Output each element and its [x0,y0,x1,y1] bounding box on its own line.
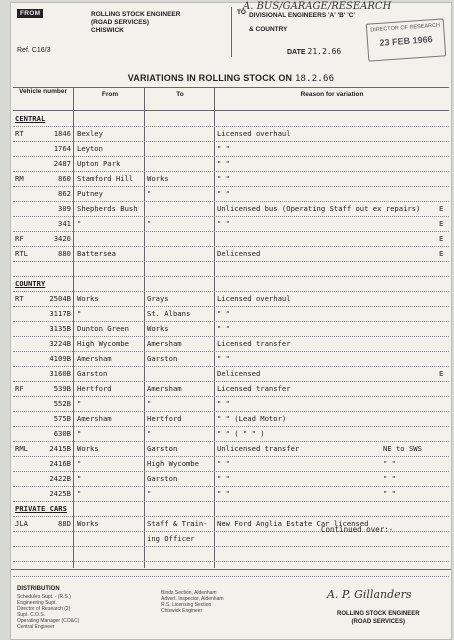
table-row [13,232,449,246]
from-address [91,11,180,35]
vehicle-number: 862 [58,189,71,198]
vehicle-class: RT [15,294,24,303]
table-row [13,262,449,276]
distribution-entry: Chiswick Engineer [161,608,203,614]
to-cell: " [147,429,152,438]
reason-cell: " " [217,354,230,363]
table-row [13,127,449,141]
vehicle-number: 3117B [49,309,71,318]
section-heading-row [13,277,449,291]
to-cell: Works [147,324,169,333]
from-cell: Upton Park [77,159,121,168]
reason-cell: " " [217,474,230,483]
table-row [13,487,449,501]
vehicle-class: JLA [15,519,28,528]
to-cell: Garston [147,354,178,363]
distribution-entry: Schedules Supt. - (R.S.) [17,594,71,600]
signer-block [337,610,420,626]
table-row [13,472,449,486]
table-row [13,352,449,366]
from-cell: " [77,219,82,228]
distribution-entry: Operating Manager (CO&C) [17,618,80,624]
vehicle-class: RM [15,174,24,183]
vehicle-number: 3160B [49,369,71,378]
vehicle-number: 3426 [53,234,71,243]
margin-mark: E [439,369,444,378]
margin-mark: E [439,249,444,258]
extra-note: " " [383,489,396,498]
vehicle-number: 2416B [49,459,71,468]
table-row [13,157,449,171]
to-cell: " [147,489,152,498]
to-cell: Hertford [147,414,182,423]
date-value: 21.2.66 [307,47,342,56]
from-line: (ROAD SERVICES) [91,19,150,26]
from-cell: " [77,459,82,468]
to-cell: Staff & Train- [147,519,208,528]
continued-note: Continued over:- [321,525,394,534]
from-cell: Dunton Green [77,324,129,333]
from-cell: Works [77,444,99,453]
distribution-entry: Director of Research (2) [17,606,71,612]
reference-number: Ref. C16/3 [17,47,51,54]
reason-cell: " " ( " " ) [217,429,265,438]
table-row [13,367,449,381]
reason-cell: " " [217,309,230,318]
to-cell: " [147,399,152,408]
reason-cell: Licensed transfer [217,384,291,393]
table-row [13,187,449,201]
table-row [13,292,449,306]
to-cell: " [147,219,152,228]
reason-cell: " " [217,144,230,153]
to-cell: High Wycombe [147,459,199,468]
row-rule [13,546,449,547]
table-row [13,322,449,336]
to-cell: Grays [147,294,169,303]
from-line: ROLLING STOCK ENGINEER [91,11,181,18]
col-header-from: From [101,91,119,98]
distribution-entry: Engineering Supt. [17,600,57,606]
distribution-entry: Supt. C.O.S. [17,612,46,618]
title-text: VARIATIONS IN ROLLING STOCK ON [127,73,293,83]
from-cell: Shepherds Bush [77,204,138,213]
to-cell: Amersham [147,384,182,393]
from-cell: " [77,489,82,498]
distribution-label: DISTRIBUTION [17,586,60,592]
section-heading-row [13,112,449,126]
distribution-entry: R.S. Licensing Section [161,602,212,608]
table-row [13,412,449,426]
from-label: FROM [17,9,43,18]
table-row [13,247,449,261]
from-cell: Works [77,519,99,528]
vehicle-class: RML [15,444,28,453]
received-stamp [366,18,446,61]
vehicle-number: 1846 [53,129,71,138]
date-label: DATE [287,49,306,56]
vehicle-number: 880 [58,249,71,258]
section-heading: COUNTRY [15,279,46,288]
from-cell: Battersea [77,249,116,258]
table-row [13,442,449,456]
to-line: & COUNTRY [249,26,288,33]
vehicle-number: 2425B [49,489,71,498]
to-cell: St. Albans [147,309,191,318]
from-line: CHISWICK [91,27,124,34]
reason-cell: Unlicensed bus (Operating Staff out ex repairs) [217,204,421,213]
col-header-vehicle: Vehicle number [18,88,68,95]
distribution-entry: Binds Section, Aldenham [161,590,217,596]
from-cell: Garston [77,369,108,378]
from-cell: Works [77,294,99,303]
reason-cell: New Ford Anglia Estate Car licensed [217,519,369,528]
from-cell: " [77,309,82,318]
vehicle-number: 2415B [49,444,71,453]
vehicle-number: 575B [53,414,71,423]
to-cell: Garston [147,444,178,453]
vehicle-number: 309 [58,204,71,213]
to-cell: Garston [147,474,178,483]
signature: A. P. Gillanders [327,588,412,601]
table-row [13,217,449,231]
distribution-entry: Central Engineer [17,624,55,630]
section-heading-row [13,502,449,516]
distribution-footer [11,569,451,638]
reason-cell: Unlicensed transfer [217,444,300,453]
vehicle-number: 2422B [49,474,71,483]
to-cell: ing Officer [147,534,195,543]
table-row [13,397,449,411]
vehicle-number: 2504B [49,294,71,303]
from-cell: Putney [77,189,103,198]
document-sheet [10,2,452,640]
vehicle-number: 1764 [53,144,71,153]
vehicle-number: 88D [58,519,71,528]
reason-cell: Licensed overhaul [217,294,291,303]
extra-note: NE to SWS [383,444,422,453]
to-cell: Amersham [147,339,182,348]
vehicle-number: 552B [53,399,71,408]
reason-cell: Delicensed [217,369,261,378]
col-header-to: To [176,91,184,98]
from-cell: " [77,429,82,438]
vehicle-number: 2487 [53,159,71,168]
from-cell: Bexley [77,129,103,138]
reason-cell: Licensed overhaul [217,129,291,138]
vehicle-number: 860 [58,174,71,183]
vehicle-class: RF [15,384,24,393]
distribution-entry: Advert. Inspector, Aldenham [161,596,224,602]
reason-cell: " " [217,189,230,198]
distribution-list-primary [17,594,79,630]
reason-cell: " " [217,459,230,468]
table-row [13,427,449,441]
reason-cell: " " [217,399,230,408]
signer-subtitle: (ROAD SERVICES) [351,619,406,625]
reason-cell: " " [217,219,230,228]
vehicle-number: 3135B [49,324,71,333]
reason-cell: " " (Lead Motor) [217,414,287,423]
stamp-date: 23 FEB 1966 [379,34,433,48]
document-title [11,73,451,84]
from-cell: Stamford Hill [77,174,134,183]
memo-date [287,47,341,56]
table-row [13,142,449,156]
table-row [13,382,449,396]
stamp-text: DIRECTOR OF RESEARCH [370,22,441,34]
margin-mark: E [439,204,444,213]
from-cell: Amersham [77,414,112,423]
reason-cell: Licensed transfer [217,339,291,348]
reason-cell: " " [217,159,230,168]
vehicle-class: RT [15,129,24,138]
reason-cell: " " [217,174,230,183]
vehicle-number: 4109B [49,354,71,363]
to-cell: " [147,189,152,198]
reason-cell: " " [217,489,230,498]
table-row [13,202,449,216]
to-cell: Works [147,174,169,183]
extra-note: " " [383,474,396,483]
to-address [249,9,355,37]
table-row [13,532,449,546]
memo-header [11,3,451,65]
vehicle-number: 341 [58,219,71,228]
from-cell: Amersham [77,354,112,363]
vehicle-number: 539B [53,384,71,393]
extra-note: " " [383,459,396,468]
table-row [13,337,449,351]
vehicle-number: 630B [53,429,71,438]
section-heading: CENTRAL [15,114,46,123]
distribution-list-secondary [161,590,224,614]
from-cell: " [77,399,82,408]
from-cell: Leyton [77,144,103,153]
title-date: 18.2.66 [294,74,335,84]
reason-cell: " " [217,324,230,333]
vehicle-number: 3224B [49,339,71,348]
from-cell: Hertford [77,384,112,393]
vehicle-class: RTL [15,249,28,258]
margin-mark: E [439,219,444,228]
to-label: TO [237,9,246,16]
col-header-reason: Reason for variation [300,91,364,98]
margin-mark: E [439,234,444,243]
table-row [13,307,449,321]
section-heading: PRIVATE CARS [15,504,67,513]
row-rule [13,561,449,562]
header-divider [13,110,449,111]
variations-table [13,87,449,568]
from-cell: " [77,474,82,483]
to-line: DIVISIONAL ENGINEERS 'A' 'B' 'C' [249,12,355,19]
handwritten-annotation: A. BUS/GARAGE/RESEARCH [243,1,392,12]
reason-cell: Delicensed [217,249,261,258]
table-row [13,172,449,186]
vehicle-class: RF [15,234,24,243]
table-row [13,457,449,471]
from-cell: High Wycombe [77,339,129,348]
signer-title: ROLLING STOCK ENGINEER [337,611,420,617]
